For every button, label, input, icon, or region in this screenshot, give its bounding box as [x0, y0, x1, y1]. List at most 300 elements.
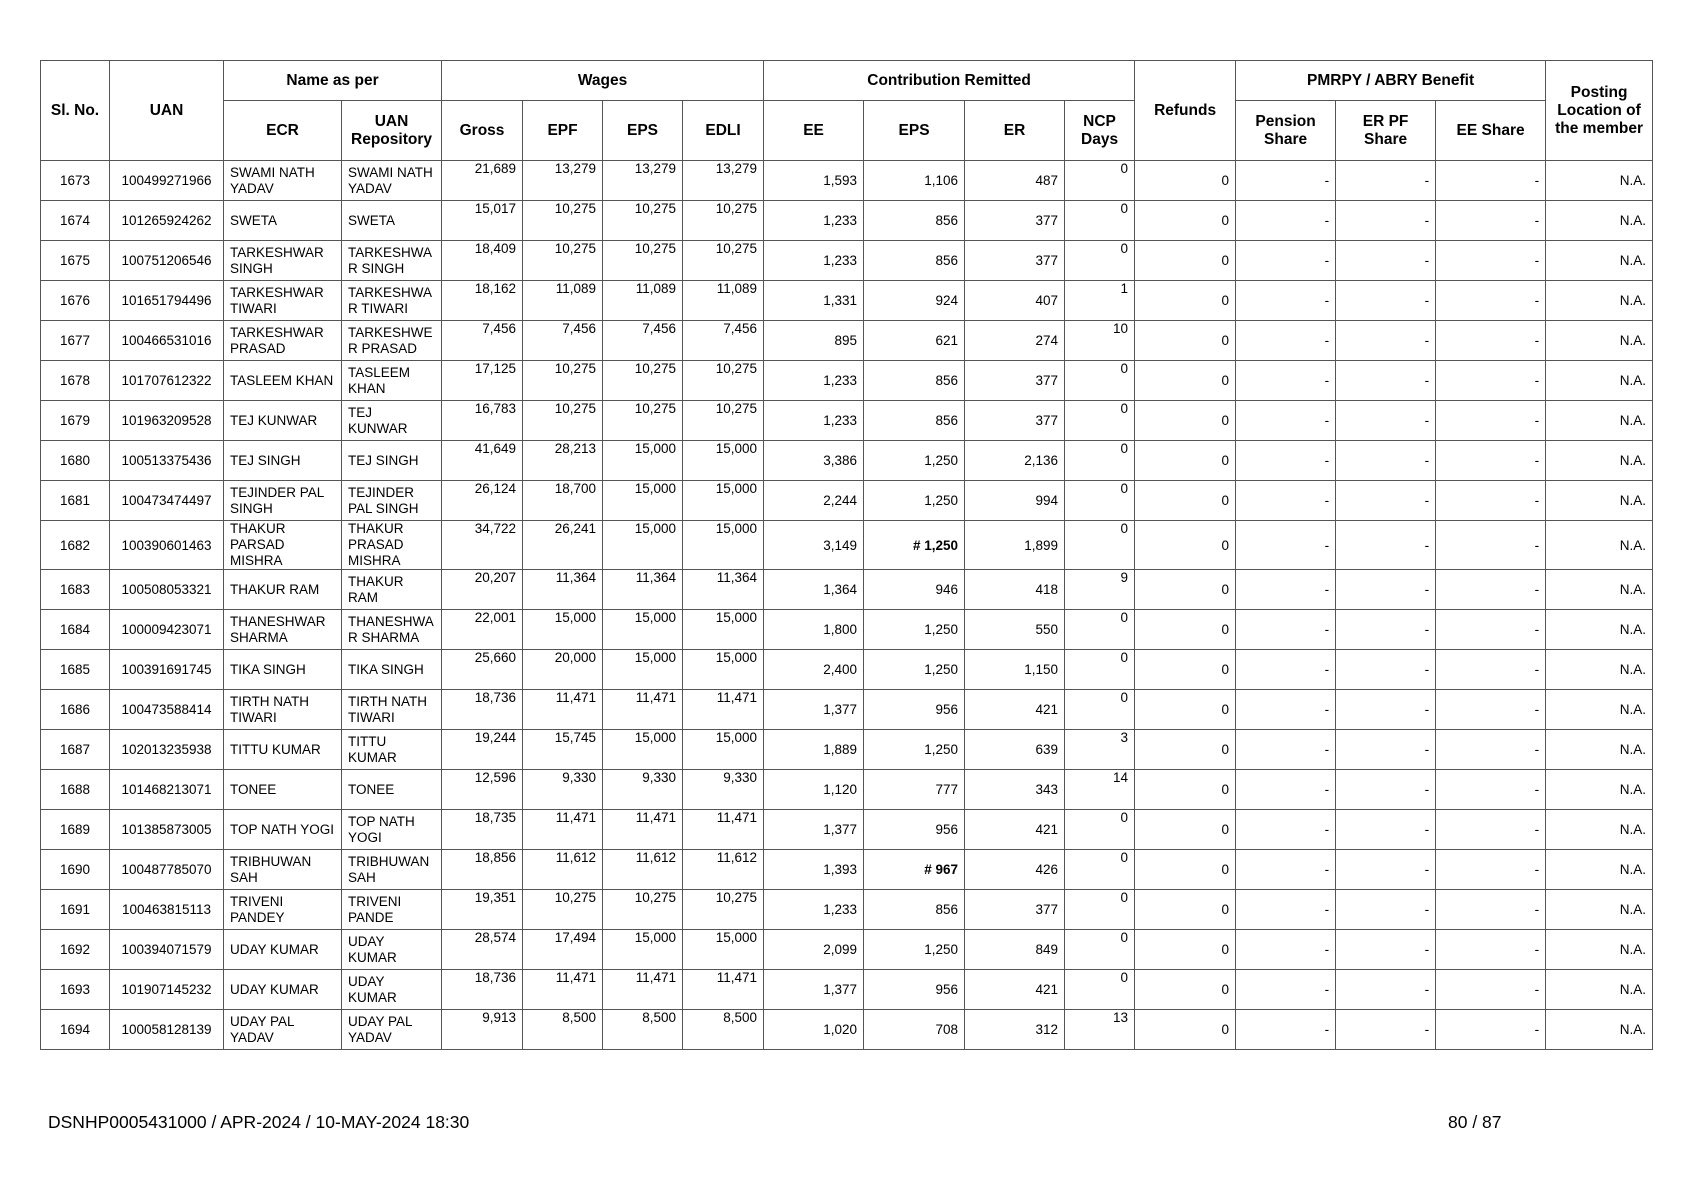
cell-pension-share: -: [1236, 650, 1336, 690]
header-contribution-eps: EPS: [864, 101, 965, 161]
cell-er: 849: [965, 930, 1065, 970]
cell-eps: 15,000: [603, 730, 683, 770]
cell-er-pf-share: -: [1336, 970, 1436, 1010]
cell-ee: 2,099: [764, 930, 864, 970]
cell-eps: 15,000: [603, 930, 683, 970]
cell-pension-share: -: [1236, 241, 1336, 281]
cell-ee: 1,233: [764, 361, 864, 401]
cell-ecr-name: TRIBHUWAN SAH: [224, 850, 342, 890]
table-header: [41, 61, 1653, 161]
table-row: [41, 810, 1653, 850]
cell-eps: 8,500: [603, 1010, 683, 1050]
cell-er: 639: [965, 730, 1065, 770]
header-epf: EPF: [523, 101, 603, 161]
cell-eps: 10,275: [603, 401, 683, 441]
cell-ncp-days: 0: [1065, 241, 1135, 281]
cell-posting-location: N.A.: [1546, 1010, 1653, 1050]
header-ncp-days: NCP Days: [1065, 101, 1135, 161]
cell-sl-no: 1691: [41, 890, 110, 930]
cell-gross: 18,856: [442, 850, 523, 890]
cell-eps: 15,000: [603, 441, 683, 481]
cell-er: 421: [965, 970, 1065, 1010]
footer-page-number: 80 / 87: [1448, 1112, 1502, 1132]
cell-ee: 3,149: [764, 521, 864, 570]
cell-epf: 11,364: [523, 570, 603, 610]
cell-uan: 101963209528: [110, 401, 224, 441]
cell-er-pf-share: -: [1336, 321, 1436, 361]
cell-epf: 15,000: [523, 610, 603, 650]
cell-pension-share: -: [1236, 730, 1336, 770]
cell-ee: 1,120: [764, 770, 864, 810]
header-refunds: Refunds: [1135, 61, 1236, 161]
cell-epf: 10,275: [523, 890, 603, 930]
cell-edli: 15,000: [683, 650, 764, 690]
cell-edli: 15,000: [683, 730, 764, 770]
cell-refunds: 0: [1135, 890, 1236, 930]
cell-sl-no: 1679: [41, 401, 110, 441]
cell-contribution-eps: 946: [864, 570, 965, 610]
cell-gross: 18,736: [442, 970, 523, 1010]
table-row: [41, 241, 1653, 281]
cell-eps: 15,000: [603, 521, 683, 570]
cell-uan: 100513375436: [110, 441, 224, 481]
cell-ecr-name: THAKUR RAM: [224, 570, 342, 610]
cell-ee: 1,233: [764, 401, 864, 441]
table-row: [41, 650, 1653, 690]
cell-er: 994: [965, 481, 1065, 521]
cell-ncp-days: 1: [1065, 281, 1135, 321]
cell-uan: 100058128139: [110, 1010, 224, 1050]
cell-er: 1,899: [965, 521, 1065, 570]
cell-uan-repository-name: THANESHWA R SHARMA: [342, 610, 442, 650]
cell-gross: 34,722: [442, 521, 523, 570]
cell-posting-location: N.A.: [1546, 321, 1653, 361]
cell-er-pf-share: -: [1336, 201, 1436, 241]
cell-contribution-eps: 777: [864, 770, 965, 810]
cell-gross: 18,162: [442, 281, 523, 321]
cell-er: 274: [965, 321, 1065, 361]
cell-epf: 8,500: [523, 1010, 603, 1050]
cell-eps: 15,000: [603, 650, 683, 690]
table-row: [41, 481, 1653, 521]
cell-ecr-name: TONEE: [224, 770, 342, 810]
cell-ncp-days: 0: [1065, 690, 1135, 730]
cell-gross: 9,913: [442, 1010, 523, 1050]
cell-ncp-days: 0: [1065, 161, 1135, 201]
cell-uan-repository-name: UDAY KUMAR: [342, 930, 442, 970]
cell-ncp-days: 3: [1065, 730, 1135, 770]
cell-er-pf-share: -: [1336, 850, 1436, 890]
header-er: ER: [965, 101, 1065, 161]
ecr-table: [40, 60, 1653, 1050]
cell-uan-repository-name: TASLEEM KHAN: [342, 361, 442, 401]
table-row: [41, 570, 1653, 610]
cell-ecr-name: TASLEEM KHAN: [224, 361, 342, 401]
cell-er-pf-share: -: [1336, 521, 1436, 570]
cell-ncp-days: 9: [1065, 570, 1135, 610]
cell-contribution-eps: 956: [864, 810, 965, 850]
cell-sl-no: 1682: [41, 521, 110, 570]
cell-ecr-name: TEJINDER PAL SINGH: [224, 481, 342, 521]
cell-epf: 26,241: [523, 521, 603, 570]
cell-epf: 20,000: [523, 650, 603, 690]
cell-ecr-name: SWETA: [224, 201, 342, 241]
cell-edli: 15,000: [683, 930, 764, 970]
cell-refunds: 0: [1135, 610, 1236, 650]
cell-pension-share: -: [1236, 441, 1336, 481]
cell-edli: 10,275: [683, 890, 764, 930]
cell-sl-no: 1688: [41, 770, 110, 810]
header-ee: EE: [764, 101, 864, 161]
footer-document-reference: DSNHP0005431000 / APR-2024 / 10-MAY-2024 18:30: [48, 1112, 470, 1132]
cell-uan-repository-name: UDAY KUMAR: [342, 970, 442, 1010]
cell-ee: 1,233: [764, 241, 864, 281]
cell-ee-share: -: [1436, 570, 1546, 610]
cell-ecr-name: TIKA SINGH: [224, 650, 342, 690]
cell-ecr-name: TOP NATH YOGI: [224, 810, 342, 850]
cell-ee-share: -: [1436, 361, 1546, 401]
cell-ee-share: -: [1436, 810, 1546, 850]
cell-contribution-eps: 856: [864, 361, 965, 401]
cell-ee: 1,889: [764, 730, 864, 770]
cell-ee-share: -: [1436, 161, 1546, 201]
cell-ecr-name: UDAY PAL YADAV: [224, 1010, 342, 1050]
cell-contribution-eps: 1,250: [864, 481, 965, 521]
cell-ncp-days: 0: [1065, 810, 1135, 850]
cell-contribution-eps: 856: [864, 401, 965, 441]
cell-gross: 12,596: [442, 770, 523, 810]
cell-epf: 9,330: [523, 770, 603, 810]
cell-ee: 1,233: [764, 890, 864, 930]
cell-er-pf-share: -: [1336, 650, 1436, 690]
cell-pension-share: -: [1236, 690, 1336, 730]
cell-sl-no: 1694: [41, 1010, 110, 1050]
header-er-pf-share: ER PF Share: [1336, 101, 1436, 161]
cell-ee: 1,593: [764, 161, 864, 201]
cell-ee: 3,386: [764, 441, 864, 481]
cell-ee: 1,800: [764, 610, 864, 650]
cell-contribution-eps: 1,106: [864, 161, 965, 201]
cell-ecr-name: THANESHWAR SHARMA: [224, 610, 342, 650]
cell-ee-share: -: [1436, 481, 1546, 521]
header-ee-share: EE Share: [1436, 101, 1546, 161]
table-row: [41, 850, 1653, 890]
cell-contribution-eps: 856: [864, 201, 965, 241]
cell-posting-location: N.A.: [1546, 201, 1653, 241]
cell-posting-location: N.A.: [1546, 810, 1653, 850]
cell-edli: 15,000: [683, 481, 764, 521]
cell-contribution-eps: 621: [864, 321, 965, 361]
cell-epf: 13,279: [523, 161, 603, 201]
cell-posting-location: N.A.: [1546, 161, 1653, 201]
cell-ee-share: -: [1436, 690, 1546, 730]
cell-refunds: 0: [1135, 281, 1236, 321]
cell-ecr-name: TARKESHWAR TIWARI: [224, 281, 342, 321]
table-row: [41, 730, 1653, 770]
cell-sl-no: 1693: [41, 970, 110, 1010]
cell-epf: 7,456: [523, 321, 603, 361]
cell-er-pf-share: -: [1336, 1010, 1436, 1050]
cell-contribution-eps: 1,250: [864, 441, 965, 481]
table-body: [41, 161, 1653, 1050]
cell-refunds: 0: [1135, 970, 1236, 1010]
table-row: [41, 321, 1653, 361]
cell-epf: 10,275: [523, 201, 603, 241]
cell-contribution-eps: # 1,250: [864, 521, 965, 570]
cell-er: 550: [965, 610, 1065, 650]
table-row: [41, 521, 1653, 570]
cell-er: 426: [965, 850, 1065, 890]
cell-er-pf-share: -: [1336, 610, 1436, 650]
cell-ee-share: -: [1436, 610, 1546, 650]
cell-er: 377: [965, 890, 1065, 930]
cell-refunds: 0: [1135, 930, 1236, 970]
table-row: [41, 770, 1653, 810]
table-row: [41, 361, 1653, 401]
cell-sl-no: 1689: [41, 810, 110, 850]
cell-pension-share: -: [1236, 161, 1336, 201]
cell-sl-no: 1692: [41, 930, 110, 970]
cell-pension-share: -: [1236, 850, 1336, 890]
cell-ee: 895: [764, 321, 864, 361]
cell-epf: 11,089: [523, 281, 603, 321]
header-sl-no: Sl. No.: [41, 61, 110, 161]
cell-eps: 10,275: [603, 201, 683, 241]
cell-eps: 10,275: [603, 241, 683, 281]
cell-eps: 11,364: [603, 570, 683, 610]
cell-edli: 11,612: [683, 850, 764, 890]
cell-eps: 10,275: [603, 361, 683, 401]
cell-epf: 11,471: [523, 690, 603, 730]
cell-er: 312: [965, 1010, 1065, 1050]
cell-contribution-eps: 924: [864, 281, 965, 321]
cell-contribution-eps: 708: [864, 1010, 965, 1050]
cell-eps: 11,471: [603, 690, 683, 730]
cell-posting-location: N.A.: [1546, 521, 1653, 570]
header-pmrpy-abry: PMRPY / ABRY Benefit: [1236, 61, 1546, 101]
cell-sl-no: 1690: [41, 850, 110, 890]
cell-contribution-eps: 1,250: [864, 930, 965, 970]
cell-uan: 100508053321: [110, 570, 224, 610]
cell-er: 418: [965, 570, 1065, 610]
header-gross: Gross: [442, 101, 523, 161]
cell-sl-no: 1683: [41, 570, 110, 610]
cell-sl-no: 1687: [41, 730, 110, 770]
table-row: [41, 201, 1653, 241]
cell-ee: 1,377: [764, 690, 864, 730]
cell-uan: 100391691745: [110, 650, 224, 690]
cell-uan-repository-name: SWAMI NATH YADAV: [342, 161, 442, 201]
table-row: [41, 930, 1653, 970]
cell-ee-share: -: [1436, 650, 1546, 690]
cell-ee-share: -: [1436, 850, 1546, 890]
cell-ee: 1,364: [764, 570, 864, 610]
cell-er-pf-share: -: [1336, 161, 1436, 201]
cell-uan: 100473588414: [110, 690, 224, 730]
cell-er-pf-share: -: [1336, 281, 1436, 321]
cell-ee-share: -: [1436, 730, 1546, 770]
cell-ncp-days: 0: [1065, 401, 1135, 441]
cell-refunds: 0: [1135, 730, 1236, 770]
cell-eps: 7,456: [603, 321, 683, 361]
cell-ee: 2,244: [764, 481, 864, 521]
table-row: [41, 1010, 1653, 1050]
cell-refunds: 0: [1135, 521, 1236, 570]
cell-sl-no: 1678: [41, 361, 110, 401]
cell-uan-repository-name: TARKESHWE R PRASAD: [342, 321, 442, 361]
cell-ncp-days: 14: [1065, 770, 1135, 810]
cell-refunds: 0: [1135, 321, 1236, 361]
cell-er-pf-share: -: [1336, 481, 1436, 521]
cell-posting-location: N.A.: [1546, 850, 1653, 890]
cell-ecr-name: TARKESHWAR SINGH: [224, 241, 342, 281]
cell-uan-repository-name: TARKESHWA R TIWARI: [342, 281, 442, 321]
cell-sl-no: 1674: [41, 201, 110, 241]
cell-er: 343: [965, 770, 1065, 810]
cell-pension-share: -: [1236, 281, 1336, 321]
cell-ncp-days: 10: [1065, 321, 1135, 361]
cell-sl-no: 1676: [41, 281, 110, 321]
cell-epf: 17,494: [523, 930, 603, 970]
table-row: [41, 610, 1653, 650]
cell-sl-no: 1680: [41, 441, 110, 481]
cell-gross: 17,125: [442, 361, 523, 401]
cell-ee: 1,233: [764, 201, 864, 241]
cell-refunds: 0: [1135, 570, 1236, 610]
header-wages: Wages: [442, 61, 764, 101]
cell-pension-share: -: [1236, 201, 1336, 241]
cell-gross: 41,649: [442, 441, 523, 481]
table-row: [41, 401, 1653, 441]
cell-uan: 101707612322: [110, 361, 224, 401]
cell-gross: 18,735: [442, 810, 523, 850]
cell-posting-location: N.A.: [1546, 281, 1653, 321]
cell-gross: 19,351: [442, 890, 523, 930]
table-row: [41, 970, 1653, 1010]
cell-uan-repository-name: TEJ KUNWAR: [342, 401, 442, 441]
cell-er-pf-share: -: [1336, 890, 1436, 930]
cell-uan: 101468213071: [110, 770, 224, 810]
cell-edli: 11,471: [683, 810, 764, 850]
cell-refunds: 0: [1135, 201, 1236, 241]
table-row: [41, 281, 1653, 321]
cell-ncp-days: 0: [1065, 201, 1135, 241]
cell-gross: 25,660: [442, 650, 523, 690]
cell-ecr-name: UDAY KUMAR: [224, 930, 342, 970]
cell-ecr-name: TEJ SINGH: [224, 441, 342, 481]
cell-refunds: 0: [1135, 401, 1236, 441]
header-name-as-per: Name as per: [224, 61, 442, 101]
cell-contribution-eps: 856: [864, 890, 965, 930]
cell-sl-no: 1675: [41, 241, 110, 281]
cell-pension-share: -: [1236, 610, 1336, 650]
cell-uan-repository-name: THAKUR RAM: [342, 570, 442, 610]
cell-uan: 101651794496: [110, 281, 224, 321]
table-row: [41, 441, 1653, 481]
cell-ee: 1,377: [764, 970, 864, 1010]
cell-epf: 11,471: [523, 970, 603, 1010]
cell-gross: 15,017: [442, 201, 523, 241]
cell-posting-location: N.A.: [1546, 481, 1653, 521]
cell-eps: 11,471: [603, 970, 683, 1010]
header-contribution-remitted: Contribution Remitted: [764, 61, 1135, 101]
cell-edli: 15,000: [683, 521, 764, 570]
cell-ee-share: -: [1436, 930, 1546, 970]
cell-uan: 100390601463: [110, 521, 224, 570]
cell-edli: 10,275: [683, 401, 764, 441]
cell-ee-share: -: [1436, 770, 1546, 810]
header-pension-share: Pension Share: [1236, 101, 1336, 161]
cell-pension-share: -: [1236, 810, 1336, 850]
cell-edli: 15,000: [683, 441, 764, 481]
cell-uan: 100487785070: [110, 850, 224, 890]
cell-posting-location: N.A.: [1546, 241, 1653, 281]
cell-er-pf-share: -: [1336, 930, 1436, 970]
cell-posting-location: N.A.: [1546, 770, 1653, 810]
cell-pension-share: -: [1236, 930, 1336, 970]
cell-ncp-days: 0: [1065, 970, 1135, 1010]
cell-ee-share: -: [1436, 970, 1546, 1010]
cell-uan: 100394071579: [110, 930, 224, 970]
cell-ee-share: -: [1436, 241, 1546, 281]
header-ecr: ECR: [224, 101, 342, 161]
cell-er: 377: [965, 361, 1065, 401]
cell-eps: 15,000: [603, 481, 683, 521]
cell-gross: 26,124: [442, 481, 523, 521]
cell-gross: 16,783: [442, 401, 523, 441]
cell-refunds: 0: [1135, 690, 1236, 730]
cell-posting-location: N.A.: [1546, 730, 1653, 770]
cell-ecr-name: UDAY KUMAR: [224, 970, 342, 1010]
header-edli: EDLI: [683, 101, 764, 161]
cell-uan-repository-name: TIRTH NATH TIWARI: [342, 690, 442, 730]
cell-ee: 1,331: [764, 281, 864, 321]
cell-er: 421: [965, 690, 1065, 730]
cell-posting-location: N.A.: [1546, 690, 1653, 730]
cell-epf: 10,275: [523, 401, 603, 441]
cell-ecr-name: TEJ KUNWAR: [224, 401, 342, 441]
cell-edli: 10,275: [683, 241, 764, 281]
cell-edli: 10,275: [683, 201, 764, 241]
cell-sl-no: 1677: [41, 321, 110, 361]
cell-eps: 13,279: [603, 161, 683, 201]
cell-refunds: 0: [1135, 810, 1236, 850]
cell-er: 1,150: [965, 650, 1065, 690]
cell-eps: 10,275: [603, 890, 683, 930]
cell-sl-no: 1673: [41, 161, 110, 201]
cell-epf: 11,612: [523, 850, 603, 890]
cell-er: 377: [965, 241, 1065, 281]
cell-edli: 10,275: [683, 361, 764, 401]
cell-uan: 101385873005: [110, 810, 224, 850]
cell-refunds: 0: [1135, 241, 1236, 281]
cell-edli: 13,279: [683, 161, 764, 201]
cell-refunds: 0: [1135, 850, 1236, 890]
cell-ncp-days: 0: [1065, 850, 1135, 890]
cell-ncp-days: 0: [1065, 441, 1135, 481]
cell-ncp-days: 0: [1065, 481, 1135, 521]
cell-er-pf-share: -: [1336, 690, 1436, 730]
cell-contribution-eps: 856: [864, 241, 965, 281]
cell-ncp-days: 0: [1065, 650, 1135, 690]
cell-posting-location: N.A.: [1546, 401, 1653, 441]
cell-pension-share: -: [1236, 401, 1336, 441]
cell-gross: 18,736: [442, 690, 523, 730]
cell-uan-repository-name: THAKUR PRASAD MISHRA: [342, 521, 442, 570]
table-row: [41, 690, 1653, 730]
cell-posting-location: N.A.: [1546, 441, 1653, 481]
cell-er-pf-share: -: [1336, 241, 1436, 281]
